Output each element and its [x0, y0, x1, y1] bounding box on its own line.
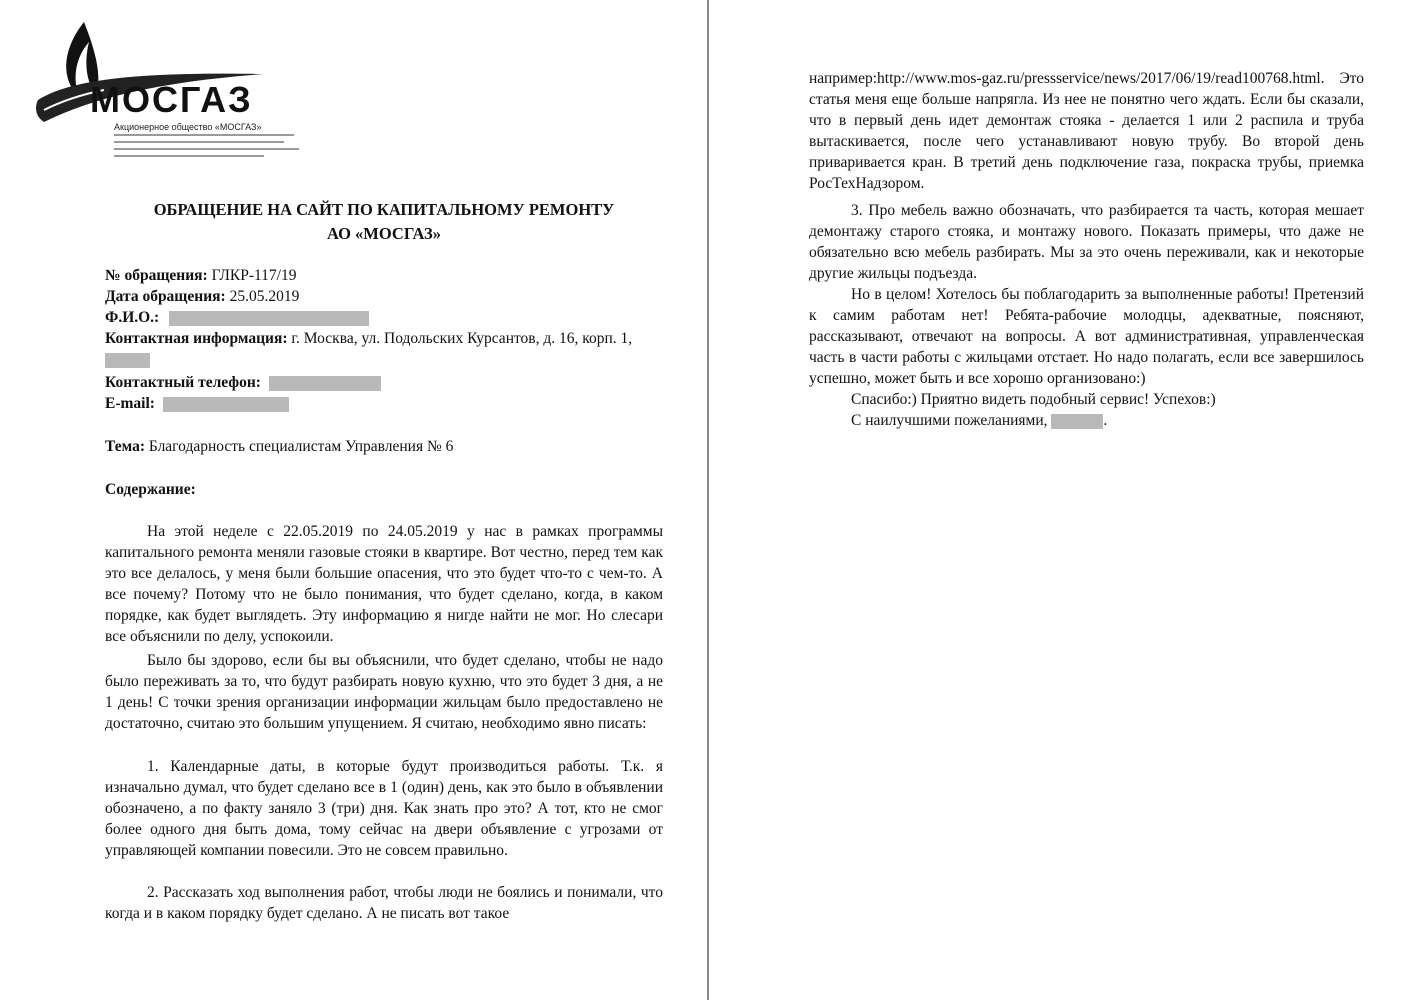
- content-label: Содержание:: [105, 481, 196, 498]
- request-date-value: 25.05.2019: [229, 288, 300, 305]
- topic-label: Тема:: [105, 438, 145, 455]
- document-page-2: [709, 0, 1415, 1000]
- phone-field: [105, 372, 381, 393]
- document-page-1: [0, 0, 707, 1000]
- paragraph-8: Спасибо:) Приятно видеть подобный сервис! Успехов:): [851, 391, 1216, 408]
- request-date-label: Дата обращения:: [105, 288, 226, 305]
- fio-redacted: [169, 311, 369, 326]
- email-field: [105, 393, 289, 414]
- paragraph-5: например:http://www.mos-gaz.ru/pressservice/news/2017/06/19/read100768.html. Это статья меня еще больше напрягла. Из нее не понятно чего ждать. Если бы сказали, что в первый день идет демонтаж стояка - делается 1 или 2 распила и труба вытаскивается, после чего устанавливают новую трубу. Во второй день приваривается кран. В третий день подключение газа, покраска трубы, приемка РосТехНадзором.: [809, 70, 1364, 192]
- phone-label: Контактный телефон:: [105, 374, 261, 391]
- phone-redacted: [269, 376, 381, 391]
- title-line-1: ОБРАЩЕНИЕ НА САЙТ ПО КАПИТАЛЬНОМУ РЕМОНТУ: [153, 200, 615, 219]
- closing-period: .: [1103, 412, 1108, 429]
- request-number-label: № обращения:: [105, 267, 208, 284]
- document-title: [100, 198, 668, 246]
- closing-line: [809, 410, 1364, 431]
- request-number-value: ГЛКР-117/19: [211, 267, 297, 284]
- request-number-field: [105, 265, 297, 286]
- contact-label: Контактная информация:: [105, 330, 288, 347]
- contact-redacted: [105, 353, 150, 368]
- contact-continued: [105, 349, 150, 370]
- content-heading: [105, 479, 196, 500]
- paragraph-4: 2. Рассказать ход выполнения работ, чтобы люди не боялись и понимали, что когда и в каком порядку будет сделано. А не писать вот такое: [105, 884, 663, 922]
- signature-redacted: [1051, 414, 1103, 429]
- topic-value: Благодарность специалистам Управления № 6: [148, 438, 454, 455]
- email-redacted: [163, 397, 289, 412]
- contact-value: г. Москва, ул. Подольских Курсантов, д. 16, корп. 1,: [291, 330, 633, 347]
- title-line-2: АО «МОСГАЗ»: [327, 224, 441, 243]
- logo-fine-print: [114, 134, 299, 162]
- fio-label: Ф.И.О.:: [105, 309, 160, 326]
- contact-field: [105, 328, 632, 349]
- email-label: E-mail:: [105, 395, 155, 412]
- paragraph-6: 3. Про мебель важно обозначать, что разбирается та часть, которая мешает демонтажу старого стояка, и монтажу нового. Показать примеры, что даже не обязательно всю мебель разбирать. Мы за это очень переживали, как и некоторые другие жильцы подъезда.: [809, 202, 1364, 282]
- paragraph-3: 1. Календарные даты, в которые будут производиться работы. Т.к. я изначально думал, что будет сделано все в 1 (один) день, как это было в объявлении обозначено, а по факту заняло 3 (три) дня. Как знать про это? А тот, кто не смог более одного дня быть дома, тому сейчас на двери объявление с угрозами от управляющей компании повесили. Это не совсем правильно.: [105, 758, 663, 859]
- closing-text: С наилучшими пожеланиями,: [851, 412, 1048, 429]
- paragraph-1: На этой неделе с 22.05.2019 по 24.05.2019 у нас в рамках программы капитального ремонта меняли газовые стояки в квартире. Вот честно, перед тем как это все делалось, у меня были большие опасения, что это будет что-то с чем-то. А все почему? Потому что не было понимания, что будет сделано, когда, в каком порядке, как будет выглядеть. Эту информацию я нигде найти не мог. Но слесари все объяснили по делу, успокоили.: [105, 523, 663, 645]
- paragraph-2: Было бы здорово, если бы вы объяснили, что будет сделано, чтобы не надо было переживать за то, что будут разбирать новую кухню, что это будет 3 дня, а не 1 день! С точки зрения организации информации жильцам было предоставлено не достаточно, считаю это большим упущением. Я считаю, необходимо явно писать:: [105, 652, 663, 732]
- logo-wordmark: МОСГАЗ: [90, 79, 253, 120]
- mosgaz-logo: [34, 22, 284, 142]
- topic-field: [105, 436, 453, 457]
- request-date-field: [105, 286, 299, 307]
- logo-subtitle: Акционерное общество «МОСГАЗ»: [114, 122, 262, 132]
- fio-field: [105, 307, 369, 328]
- paragraph-7: Но в целом! Хотелось бы поблагодарить за выполненные работы! Претензий к самим работам нет! Ребята-рабочие молодцы, адекватные, поясняют, рассказывают, отвечают на вопросы. А вот административная, управленческая часть в части работы с жильцами отстает. Но надо полагать, если все завершилось успешно, может быть и все хорошо организовано:): [809, 286, 1364, 387]
